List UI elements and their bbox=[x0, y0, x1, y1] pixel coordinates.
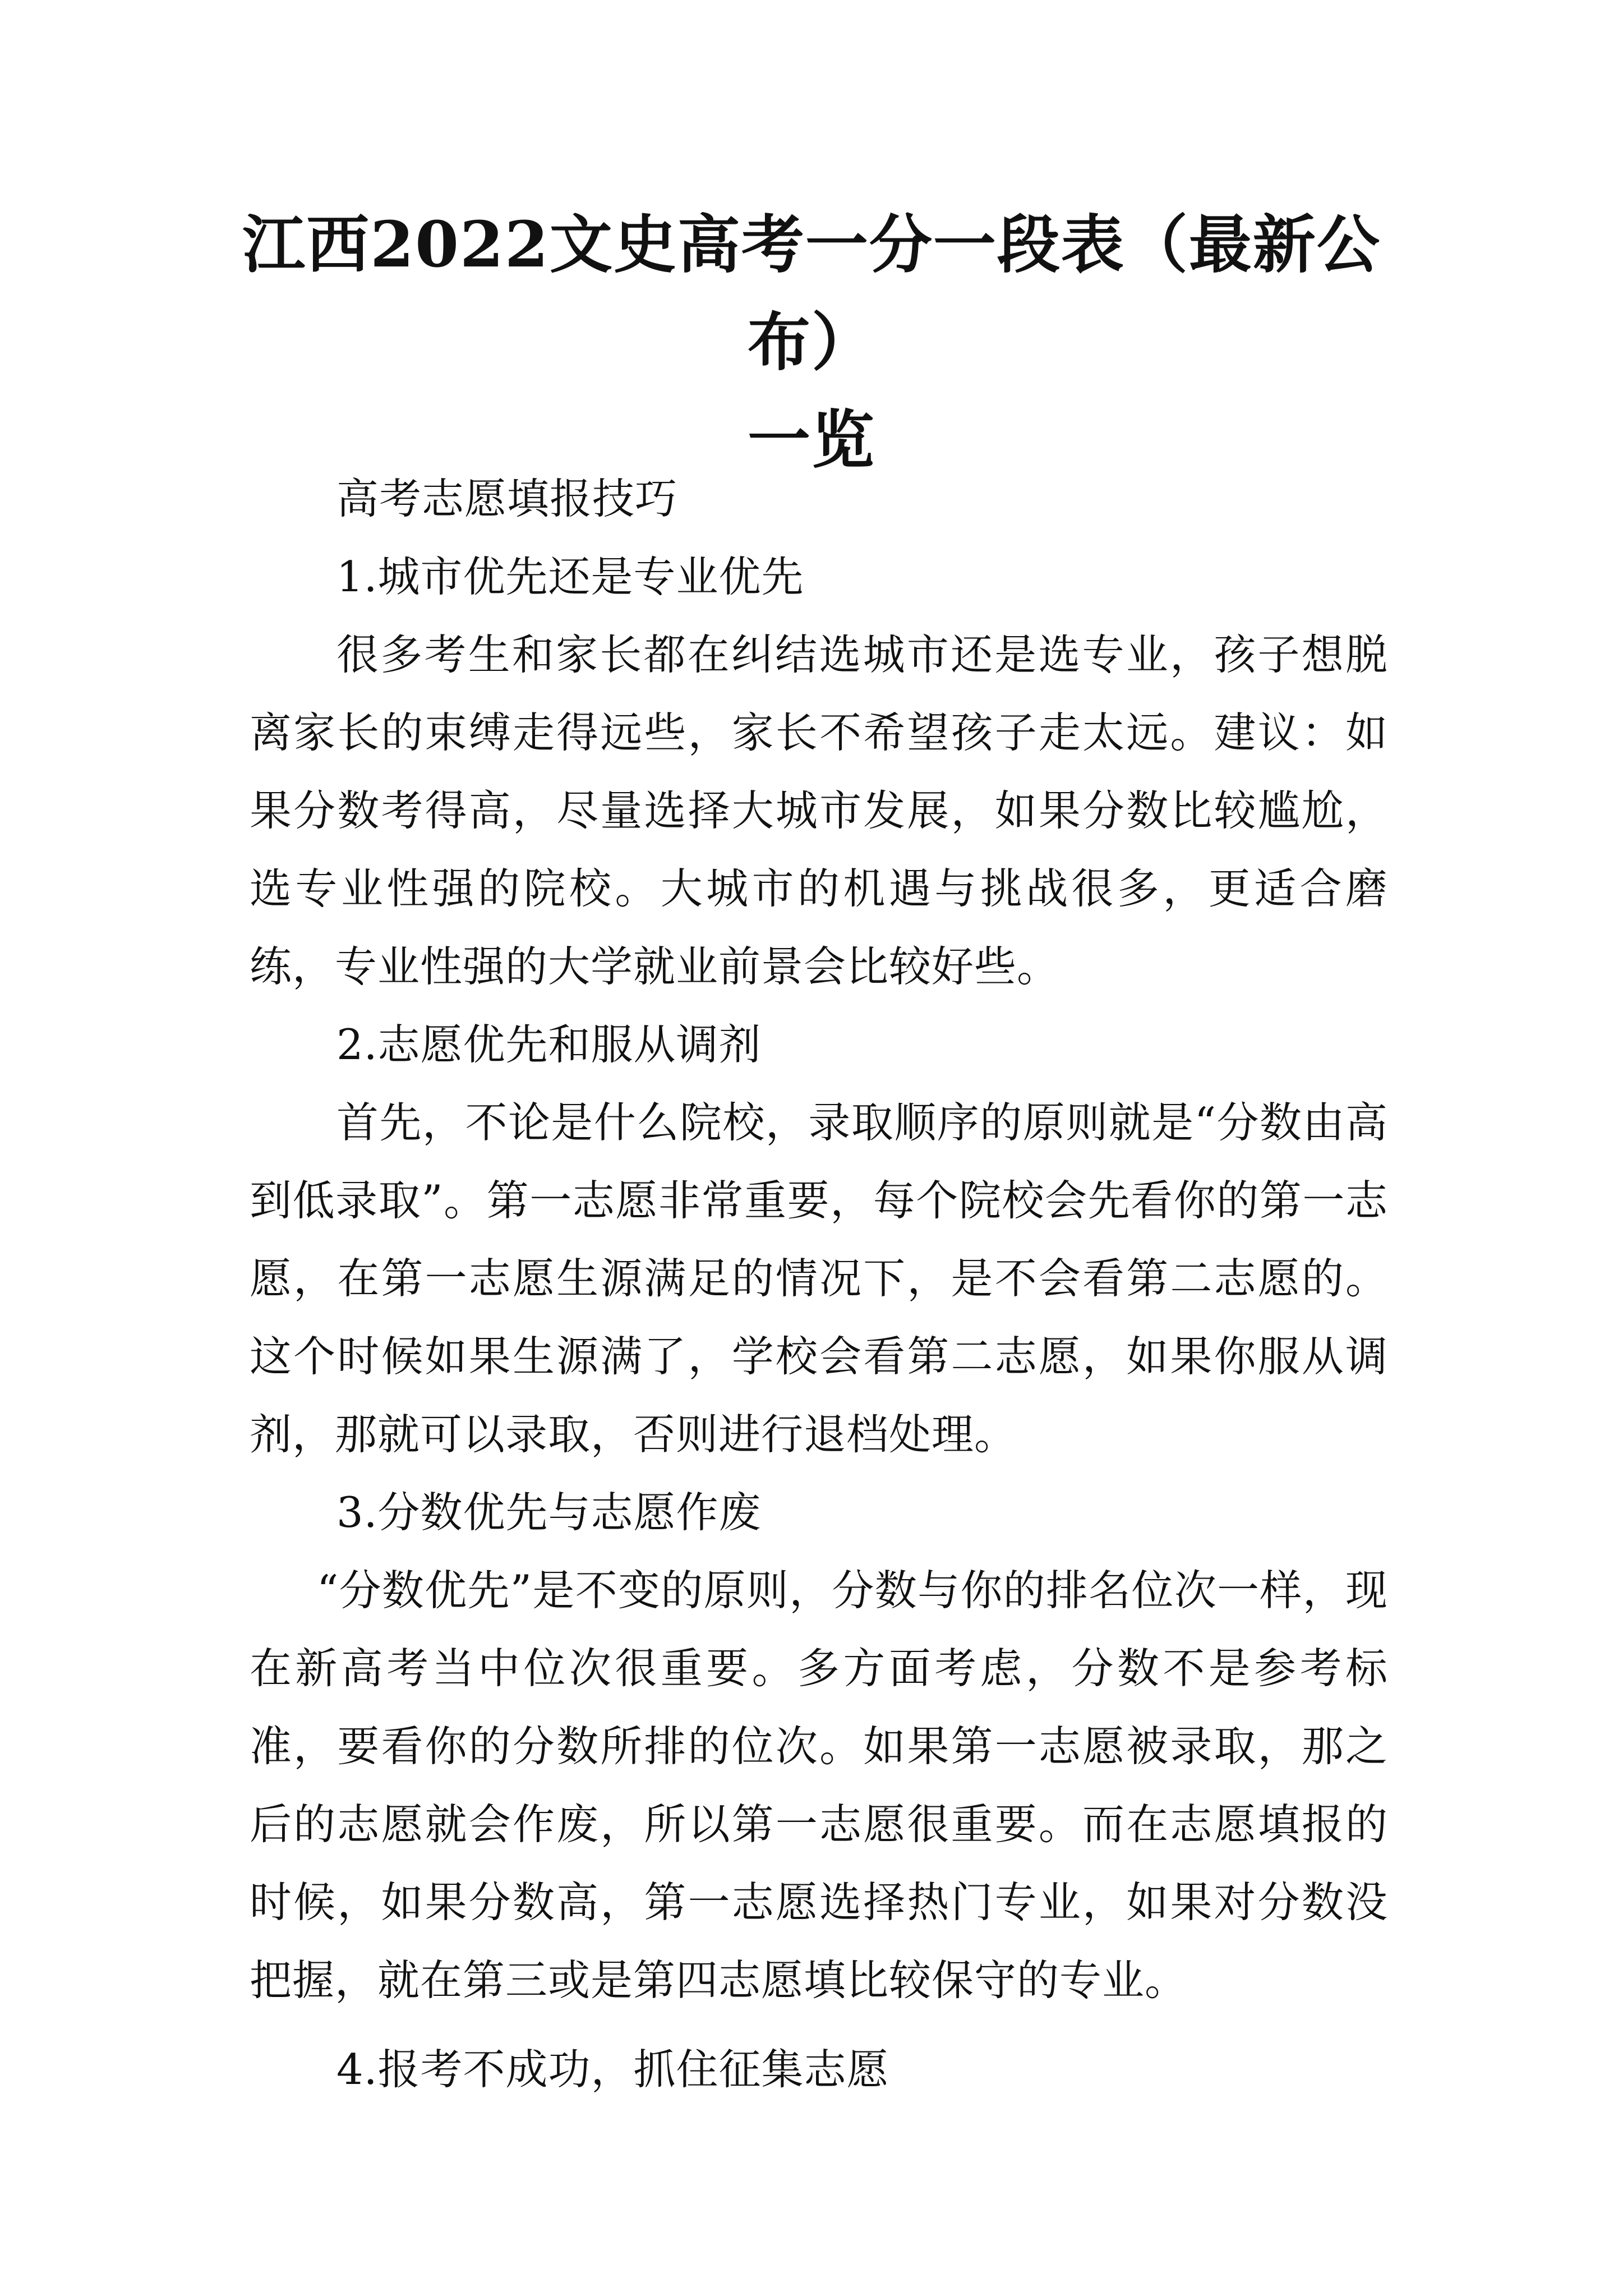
paragraph-3: “分数优先”是不变的原则，分数与你的排名位次一样，现在新高考当中位次很重要。多方面考虑，分数不是参考标准，要看你的分数所排的位次。如果第一志愿被录取，那之后的志愿就会作废，所以第一志愿很重要。而在志愿填报的时候，如果分数高，第一志愿选择热门专业，如果对分数没把握，就在第三或是第四志愿填比较保守的专业。 bbox=[250, 1566, 1388, 2005]
subheading-2: 2.志愿优先和服从调剂 bbox=[336, 1020, 762, 1069]
subheading-4: 4.报考不成功，抓住征集志愿 bbox=[336, 2045, 889, 2094]
document-title bbox=[241, 196, 1382, 489]
title-line-2: 一览 bbox=[748, 403, 875, 477]
paragraph-2: 首先，不论是什么院校，录取顺序的原则就是“分数由高到低录取”。第一志愿非常重要，每个院校会先看你的第一志愿，在第一志愿生源满足的情况下，是不会看第二志愿的。这个时候如果生源满了，学校会看第二志愿，如果你服从调剂，那就可以录取，否则进行退档处理。 bbox=[250, 1098, 1388, 1459]
document-body bbox=[250, 460, 1388, 2109]
subheading-3: 3.分数优先与志愿作废 bbox=[336, 1488, 762, 1537]
paragraph-1: 很多考生和家长都在纠结选城市还是选专业，孩子想脱离家长的束缚走得远些，家长不希望孩子走太远。建议：如果分数考得高，尽量选择大城市发展，如果分数比较尴尬，选专业性强的院校。大城市的机遇与挑战很多，更适合磨练，专业性强的大学就业前景会比较好些。 bbox=[250, 630, 1388, 991]
title-line-1: 江西2022文史高考一分一段表（最新公布） bbox=[242, 208, 1381, 379]
section-heading: 高考志愿填报技巧 bbox=[336, 474, 678, 523]
subheading-1: 1.城市优先还是专业优先 bbox=[336, 552, 804, 601]
